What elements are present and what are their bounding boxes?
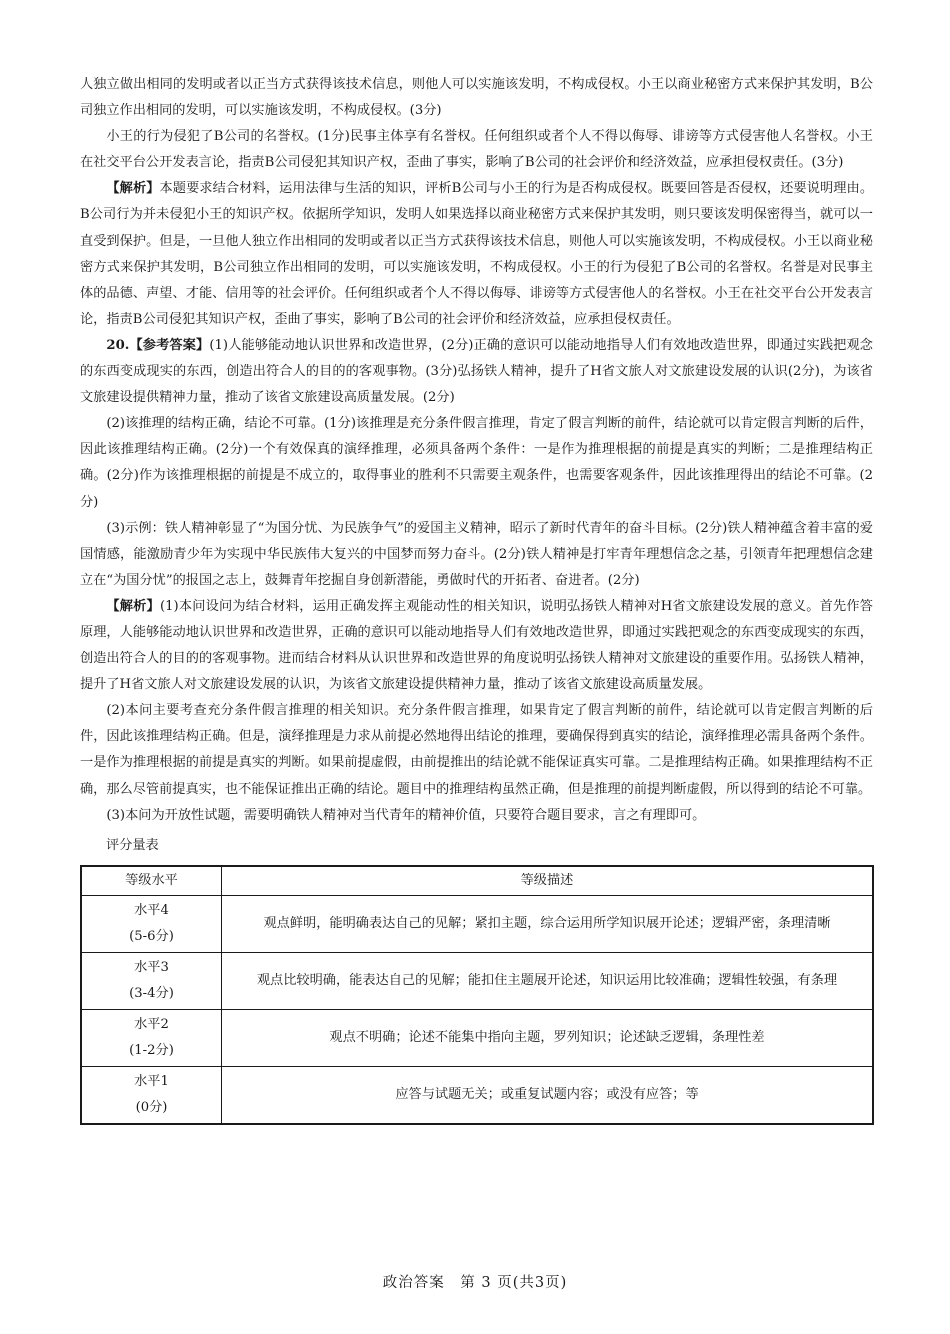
- level-cell: 水平2 (1-2分): [81, 1009, 222, 1066]
- paragraph: 小王的行为侵犯了B公司的名誉权。(1分)民事主体享有名誉权。任何组织或者个人不得以侮辱、诽谤等方式侵害他人名誉权。小王在社交平台公开发表言论，指责B公司侵犯其知识产权，歪曲了事实，影响了B公司的社会评价和经济效益，应承担侵权责任。(3分): [80, 129, 873, 171]
- paragraph: 人独立做出相同的发明或者以正当方式获得该技术信息，则他人可以实施该发明，不构成侵权。小王以商业秘密方式来保护其发明，B公司独立作出相同的发明，可以实施该发明，不构成侵权。(3分): [80, 77, 873, 119]
- description-cell: 观点不明确；论述不能集中指向主题，罗列知识；论述缺乏逻辑，条理性差: [222, 1009, 874, 1066]
- level-cell: 水平1 (0分): [81, 1066, 222, 1124]
- description-cell: 观点比较明确，能表达自己的见解；能扣住主题展开论述，知识运用比较准确；逻辑性较强，有条理: [222, 952, 874, 1009]
- table-caption: 评分量表: [106, 837, 159, 853]
- column-header-level: 等级水平: [81, 866, 222, 896]
- description-cell: 应答与试题无关；或重复试题内容；或没有应答；等: [222, 1066, 874, 1124]
- analysis-paragraph: 【解析】(1)本问设问为结合材料，运用正确发挥主观能动性的相关知识，说明弘扬铁人精神对H省文旅建设发展的意义。首先作答原理，人能够能动地认识世界和改造世界，正确的意识可以能动地指导人们有效地改造世界，即通过实践把观念的东西变成现实的东西，创造出符合人的目的的客观事物。进而结合材料从认识世界和改造世界的角度说明弘扬铁人精神对文旅建设的重要作用。弘扬铁人精神，提升了H省文旅人对文旅建设发展的认识，为该省文旅建设提供精神力量，推动了该省文旅建设高质量发展。: [80, 598, 873, 693]
- table-row: [81, 895, 873, 952]
- table-row: [81, 1066, 873, 1124]
- analysis-tag: 【解析】: [106, 598, 160, 614]
- paragraph: (3)本问为开放性试题，需要明确铁人精神对当代青年的精神价值，只要符合题目要求，言之有理即可。: [106, 807, 706, 823]
- column-header-description: 等级描述: [222, 866, 874, 896]
- table-row: [81, 1009, 873, 1066]
- level-cell: 水平4 (5-6分): [81, 895, 222, 952]
- answer-20-paragraph: 20.【参考答案】(1)人能够能动地认识世界和改造世界，(2分)正确的意识可以能动地指导人们有效地改造世界，即通过实践把观念的东西变成现实的东西，创造出符合人的目的的客观事物。(3分)弘扬铁人精神，提升了H省文旅人对文旅建设发展的认识(2分)，为该省文旅建设提供精神力量，推动了该省文旅建设高质量发展。(2分): [80, 337, 873, 406]
- analysis-tag: 【解析】: [106, 181, 160, 197]
- paragraph: (3)示例：铁人精神彰显了“为国分忧、为民族争气”的爱国主义精神，昭示了新时代青年的奋斗目标。(2分)铁人精神蕴含着丰富的爱国情感，能激励青少年为实现中华民族伟大复兴的中国梦而努力奋斗。(2分)铁人精神是打牢青年理想信念之基，引领青年把理想信念建立在“为国分忧”的报国之志上，鼓舞青年挖掘自身创新潜能，勇做时代的开拓者、奋进者。(2分): [80, 520, 873, 588]
- scoring-rubric-table: [80, 865, 874, 1125]
- analysis-paragraph: 【解析】本题要求结合材料，运用法律与生活的知识，评析B公司与小王的行为是否构成侵权。既要回答是否侵权，还要说明理由。B公司行为并未侵犯小王的知识产权。依据所学知识，发明人如果选择以商业秘密方式来保护其发明，则只要该发明保密得当，就可以一直受到保护。但是，一旦他人独立作出相同的发明或者以正当方式获得该技术信息，则他人可以实施该发明，不构成侵权。小王以商业秘密方式来保护其发明，B公司独立作出相同的发明，可以实施该发明，不构成侵权。小王的行为侵犯了B公司的名誉权。名誉是对民事主体的品德、声望、才能、信用等的社会评价。任何组织或者个人不得以侮辱、诽谤等方式侵害他人的名誉权。小王在社交平台公开发表言论，指责B公司侵犯其知识产权，歪曲了事实，影响了B公司的社会评价和经济效益，应承担侵权责任。: [80, 181, 874, 327]
- level-cell: 水平3 (3-4分): [81, 952, 222, 1009]
- description-cell: 观点鲜明，能明确表达自己的见解；紧扣主题，综合运用所学知识展开论述；逻辑严密，条理清晰: [222, 895, 874, 952]
- paragraph: (2)该推理的结构正确，结论不可靠。(1分)该推理是充分条件假言推理，肯定了假言判断的前件，结论就可以肯定假言判断的后件，因此该推理结构正确。(2分)一个有效保真的演绎推理，必须具备两个条件：一是作为推理根据的前提是真实的判断；二是推理结构正确。(2分)作为该推理根据的前提是不成立的，取得事业的胜利不只需要主观条件，也需要客观条件，因此该推理得出的结论不可靠。(2分): [80, 416, 873, 510]
- table-header-row: [81, 866, 873, 896]
- page-footer: 政治答案 第 3 页(共3页): [382, 1275, 568, 1291]
- table-row: [81, 952, 873, 1009]
- paragraph: (2)本问主要考查充分条件假言推理的相关知识。充分条件假言推理，如果肯定了假言判断的前件，结论就可以肯定假言判断的后件，因此该推理结构正确。但是，演绎推理是力求从前提必然地得出结论的推理，要确保得到真实的结论，演绎推理必需具备两个条件。一是作为推理根据的前提是真实的判断。如果前提虚假，由前提推出的结论就不能保证真实可靠。二是推理结构正确。如果推理结构不正确，那么尽管前提真实，也不能保证推出正确的结论。题目中的推理结构虽然正确，但是推理的前提判断虚假，所以得到的结论不可靠。: [80, 703, 873, 797]
- answer-content: [80, 72, 873, 1125]
- reference-answer-tag: 20.【参考答案】: [106, 337, 210, 353]
